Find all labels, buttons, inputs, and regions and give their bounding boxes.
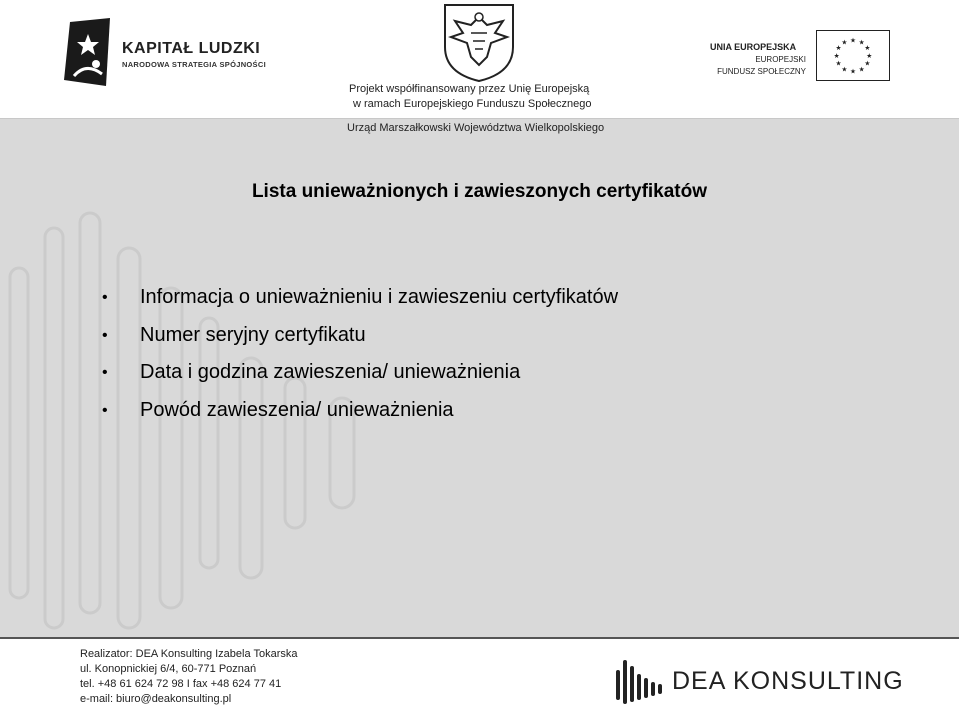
kapital-ludzki-subtitle: NARODOWA STRATEGIA SPÓJNOŚCI [122, 60, 266, 69]
eu-flag-icon [816, 30, 890, 81]
svg-text:★: ★ [858, 65, 865, 74]
kapital-ludzki-title: KAPITAŁ LUDZKI [122, 40, 261, 57]
dea-logo-icon [616, 656, 666, 704]
svg-text:★: ★ [849, 36, 857, 45]
svg-text:★: ★ [841, 38, 848, 47]
footer-contractor: Realizator: DEA Konsulting Izabela Tokarska [80, 648, 298, 660]
project-line-2: w ramach Europejskiego Funduszu Społecznego [353, 98, 592, 110]
list-item [102, 279, 618, 317]
bullet-text: Powód zawieszenia/ unieważnienia [140, 398, 454, 421]
footer-email: e-mail: biuro@deakonsulting.pl [80, 693, 232, 705]
bullet-icon: • [102, 401, 108, 419]
list-item [102, 354, 618, 392]
header [0, 0, 959, 118]
office-name: Urząd Marszałkowski Województwa Wielkopolskiego [347, 122, 605, 134]
footer-phone: tel. +48 61 624 72 98 I fax +48 624 77 41 [80, 678, 282, 690]
eu-line-2: EUROPEJSKI [755, 55, 806, 64]
svg-text:★: ★ [841, 65, 848, 74]
bullet-icon: • [102, 326, 108, 344]
bullet-list [102, 279, 618, 429]
project-line-1: Projekt współfinansowany przez Unię Europejską [349, 83, 590, 95]
kapital-ludzki-logo-icon [62, 18, 114, 86]
bullet-text: Informacja o unieważnieniu i zawieszeniu certyfikatów [140, 286, 619, 308]
eu-line-3: FUNDUSZ SPOŁECZNY [717, 67, 806, 76]
svg-text:★: ★ [864, 59, 871, 68]
svg-text:★: ★ [835, 44, 842, 53]
footer-address: ul. Konopnickiej 6/4, 60-771 Poznań [80, 663, 257, 675]
list-item [102, 317, 618, 355]
svg-text:★: ★ [849, 67, 857, 76]
list-item [102, 392, 618, 430]
svg-text:★: ★ [858, 38, 865, 47]
bullet-icon: • [102, 289, 108, 306]
svg-text:★: ★ [835, 59, 842, 68]
wielkopolska-crest-icon [441, 3, 517, 83]
bullet-text: Numer seryjny certyfikatu [140, 323, 366, 346]
svg-text:★: ★ [866, 51, 873, 60]
dea-brand-name: DEA KONSULTING [672, 667, 904, 695]
svg-text:★: ★ [833, 51, 840, 60]
bullet-text: Data i godzina zawieszenia/ unieważnienia [140, 361, 521, 383]
svg-text:★: ★ [864, 44, 871, 53]
bullet-icon: • [102, 364, 108, 381]
eu-title: UNIA EUROPEJSKA [710, 42, 797, 52]
slide-title: Lista unieważnionych i zawieszonych certyfikatów [251, 181, 708, 202]
